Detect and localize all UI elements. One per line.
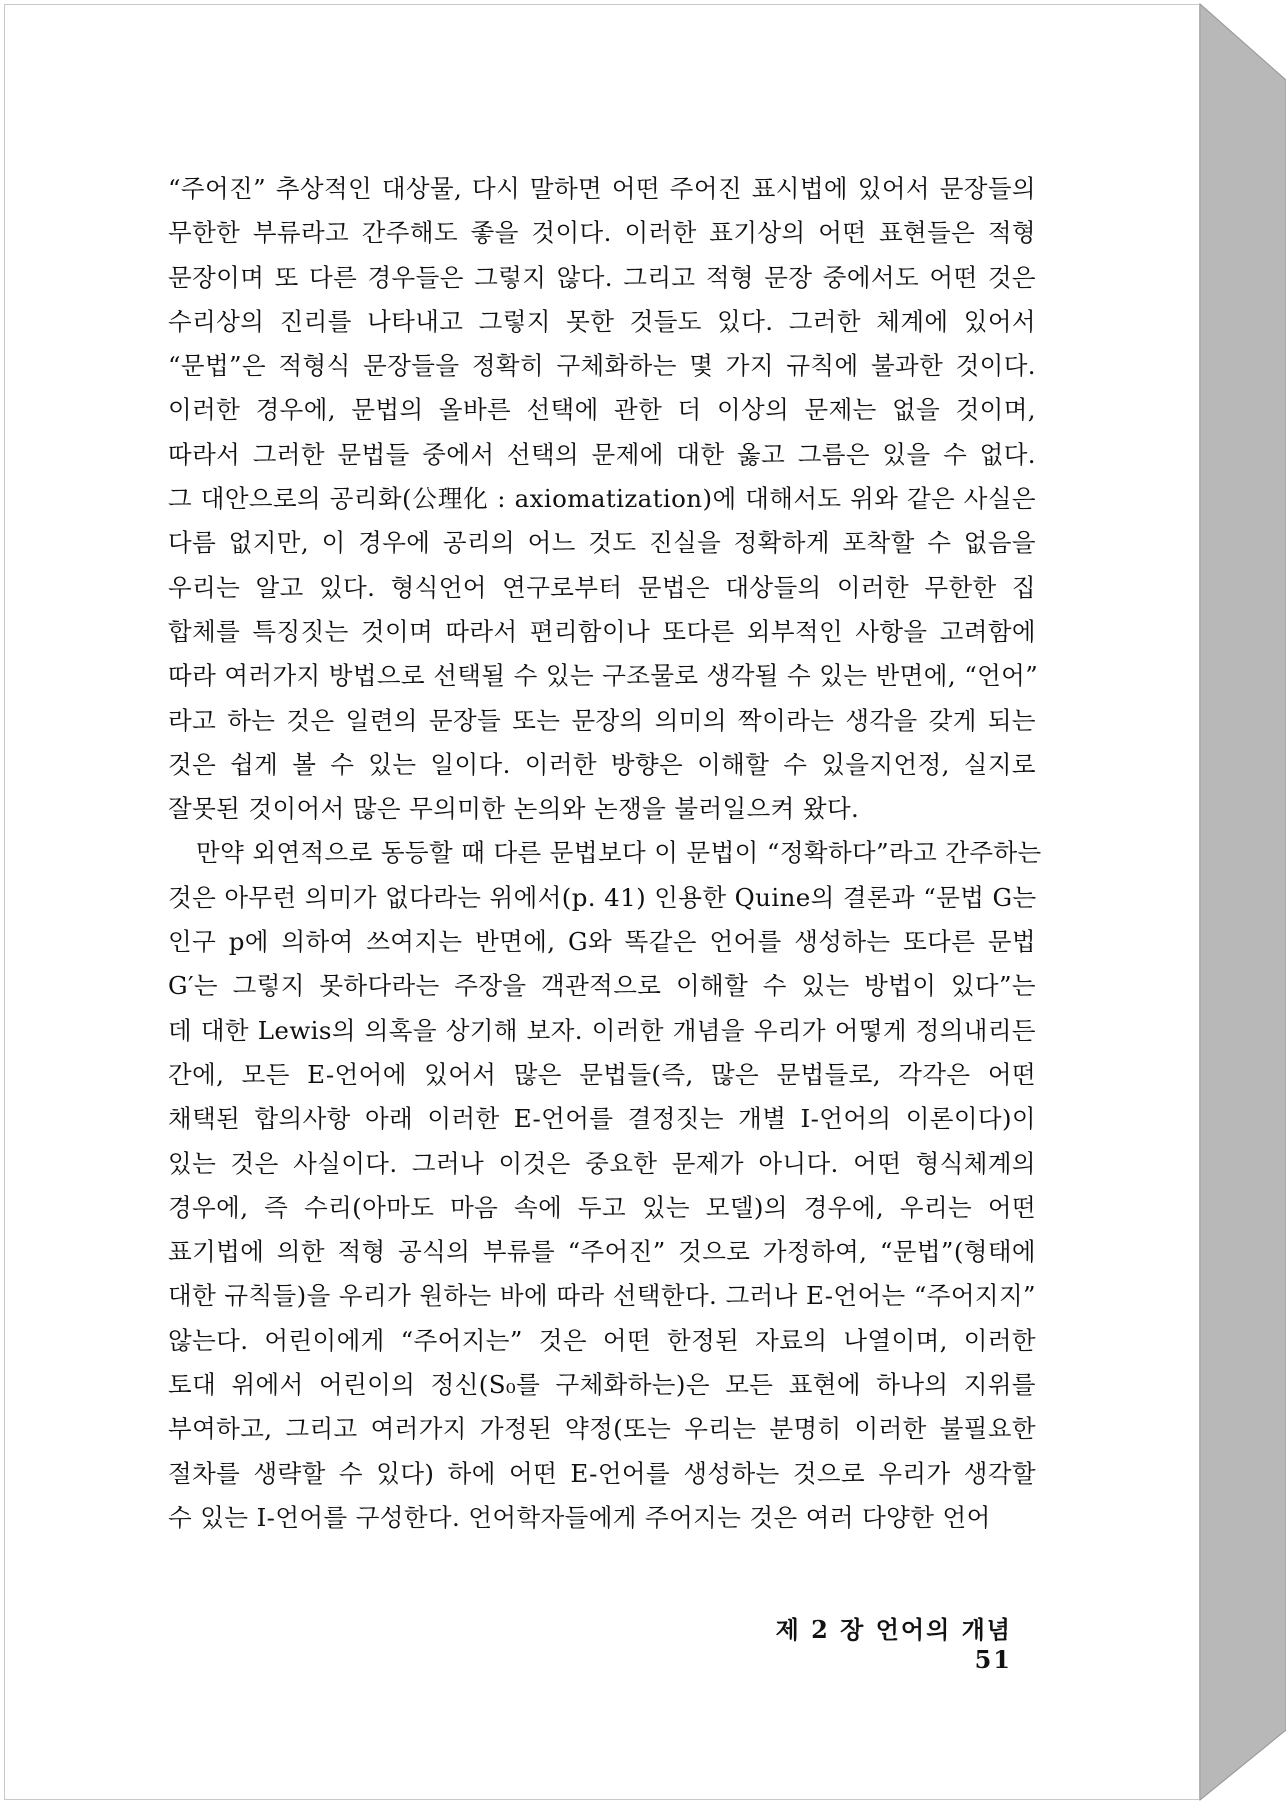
text-line: “문법”은 적형식 문장들을 정확히 구체화하는 몇 가지 규칙에 불과한 것이다. xyxy=(168,351,1036,381)
text-line: 않는다. 어린이에게 “주어지는” 것은 어떤 한정된 자료의 나열이며, 이러한 xyxy=(168,1325,1036,1355)
text-line: 대한 규칙들)을 우리가 원하는 바에 따라 선택한다. 그러나 E-언어는 “주어지지” xyxy=(168,1281,1036,1311)
text-line: 것은 아무런 의미가 없다라는 위에서(p. 41) 인용한 Quine의 결론과 “문법 G는 xyxy=(168,882,1037,912)
text-line: 합체를 특징짓는 것이며 따라서 편리함이나 또다른 외부적인 사항을 고려함에 xyxy=(168,616,1036,646)
text-line: 수리상의 진리를 나타내고 그렇지 못한 것들도 있다. 그러한 체계에 있어서 xyxy=(168,306,1036,336)
text-line: 있는 것은 사실이다. 그러나 이것은 중요한 문제가 아니다. 어떤 형식체계의 xyxy=(168,1148,1036,1178)
text-line: 만약 외연적으로 동등할 때 다른 문법보다 이 문법이 “정확하다”라고 간주하는 xyxy=(196,838,1042,868)
text-line: “주어진” 추상적인 대상물, 다시 말하면 어떤 주어진 표시법에 있어서 문장들의 xyxy=(168,174,1036,203)
text-line: 이러한 경우에, 문법의 올바른 선택에 관한 더 이상의 문제는 없을 것이며, xyxy=(168,395,1036,425)
text-line: 우리는 알고 있다. 형식언어 연구로부터 문법은 대상들의 이러한 무한한 집 xyxy=(168,572,1036,602)
page-footer-folio: 제 2 장 언어의 개념 51 xyxy=(775,1615,1012,1674)
text-line: 잘못된 것이어서 많은 무의미한 논의와 논쟁을 불러일으켜 왔다. xyxy=(168,794,860,824)
text-line: 채택된 합의사항 아래 이러한 E-언어를 결정짓는 개별 I-언어의 이론이다)이 xyxy=(168,1104,1036,1134)
paragraph xyxy=(168,831,1042,1540)
body-text xyxy=(168,167,1042,1540)
text-line: 토대 위에서 어린이의 정신(S₀를 구체화하는)은 모든 표현에 하나의 지위를 xyxy=(168,1370,1036,1400)
text-line: 다름 없지만, 이 경우에 공리의 어느 것도 진실을 정확하게 포착할 수 없음을 xyxy=(168,528,1036,558)
text-line: 간에, 모든 E-언어에 있어서 많은 문법들(즉, 많은 문법들로, 각각은 어떤 xyxy=(168,1059,1036,1089)
text-line: 데 대한 Lewis의 의혹을 상기해 보자. 이러한 개념을 우리가 어떻게 정의내리든 xyxy=(168,1015,1036,1045)
text-line: 인구 p에 의하여 쓰여지는 반면에, G와 똑같은 언어를 생성하는 또다른 문법 xyxy=(168,927,1036,957)
text-line: 라고 하는 것은 일련의 문장들 또는 문장의 의미의 짝이라는 생각을 갖게 되는 xyxy=(168,705,1036,735)
text-line: 경우에, 즉 수리(아마도 마음 속에 두고 있는 모델)의 경우에, 우리는 어떤 xyxy=(168,1192,1036,1222)
text-line: 무한한 부류라고 간주해도 좋을 것이다. 이러한 표기상의 어떤 표현들은 적형 xyxy=(168,218,1036,248)
text-line: 문장이며 또 다른 경우들은 그렇지 않다. 그리고 적형 문장 중에서도 어떤 것은 xyxy=(168,262,1036,292)
text-line: 것은 쉽게 볼 수 있는 일이다. 이러한 방향은 이해할 수 있을지언정, 실지로 xyxy=(168,749,1036,779)
text-line: 따라서 그러한 문법들 중에서 선택의 문제에 대한 옳고 그름은 있을 수 없다. xyxy=(168,439,1036,469)
text-line: 표기법에 의한 적형 공식의 부류를 “주어진” 것으로 가정하여, “문법”(형태에 xyxy=(168,1237,1036,1267)
text-line: 부여하고, 그리고 여러가지 가정된 약정(또는 우리는 분명히 이러한 불필요한 xyxy=(168,1414,1036,1444)
text-line: G′는 그렇지 못하다라는 주장을 객관적으로 이해할 수 있는 방법이 있다”는 xyxy=(168,971,1036,1001)
text-line: 수 있는 I-언어를 구성한다. 언어학자들에게 주어지는 것은 여러 다양한 언어 xyxy=(168,1502,991,1532)
text-line: 그 대안으로의 공리화(公理化 : axiomatization)에 대해서도 위와 같은 사실은 xyxy=(168,484,1036,514)
text-line: 따라 여러가지 방법으로 선택될 수 있는 구조물로 생각될 수 있는 반면에, “언어” xyxy=(168,661,1039,691)
text-line: 절차를 생략할 수 있다) 하에 어떤 E-언어를 생성하는 것으로 우리가 생각할 xyxy=(168,1458,1036,1488)
paragraph xyxy=(168,167,1039,831)
